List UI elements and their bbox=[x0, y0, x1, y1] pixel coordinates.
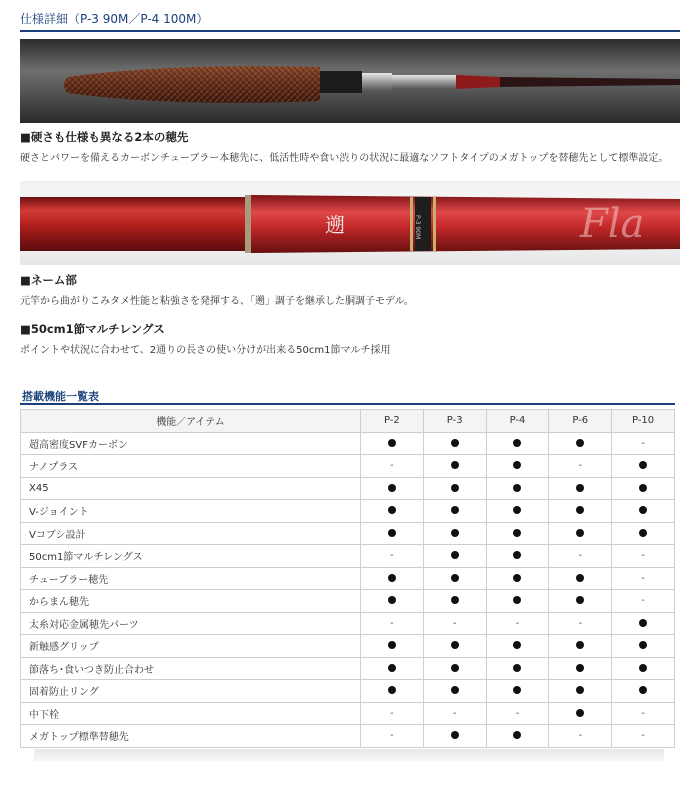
availability-cell bbox=[549, 702, 612, 725]
availability-cell bbox=[486, 567, 549, 590]
availability-cell bbox=[549, 590, 612, 613]
feature-heading-tips: ■硬さも仕様も異なる2本の穂先 bbox=[20, 130, 189, 144]
available-dot-icon bbox=[639, 641, 647, 649]
rod-handle-photo bbox=[20, 39, 680, 123]
table-row bbox=[21, 725, 675, 748]
column-header: P-10 bbox=[612, 410, 675, 433]
available-dot-icon bbox=[639, 506, 647, 514]
available-dot-icon bbox=[388, 664, 396, 672]
column-header: P-6 bbox=[549, 410, 612, 433]
availability-cell bbox=[486, 590, 549, 613]
availability-cell bbox=[486, 522, 549, 545]
not-available-mark: - bbox=[452, 617, 457, 629]
table-body bbox=[21, 432, 675, 747]
available-dot-icon bbox=[451, 551, 459, 559]
availability-cell bbox=[486, 680, 549, 703]
available-dot-icon bbox=[388, 506, 396, 514]
availability-cell bbox=[486, 635, 549, 658]
feature-name-cell: 固着防止リング bbox=[21, 680, 361, 703]
feature-heading-multi: ■50cm1節マルチレングス bbox=[20, 322, 165, 336]
not-available-mark: - bbox=[515, 617, 520, 629]
availability-cell bbox=[361, 680, 424, 703]
availability-cell bbox=[423, 635, 486, 658]
available-dot-icon bbox=[513, 731, 521, 739]
feature-text-name: 元竿から曲がりこみタメ性能と粘強さを発揮する、「遡」調子を継承した胴調子モデル。 bbox=[20, 296, 414, 307]
not-available-mark: - bbox=[390, 707, 394, 719]
availability-cell bbox=[486, 545, 549, 568]
not-available-mark: - bbox=[452, 707, 457, 719]
table-row bbox=[21, 567, 675, 590]
column-header: 機能／アイテム bbox=[21, 410, 361, 433]
availability-cell bbox=[549, 500, 612, 523]
available-dot-icon bbox=[513, 596, 521, 604]
available-dot-icon bbox=[388, 439, 396, 447]
available-dot-icon bbox=[513, 484, 521, 492]
availability-cell bbox=[486, 702, 549, 725]
available-dot-icon bbox=[576, 641, 584, 649]
not-available-mark: - bbox=[641, 707, 645, 719]
availability-cell bbox=[549, 477, 612, 500]
availability-cell bbox=[612, 590, 675, 613]
not-available-mark: - bbox=[578, 730, 583, 742]
availability-cell bbox=[549, 545, 612, 568]
not-available-mark: - bbox=[390, 730, 394, 742]
availability-cell bbox=[361, 545, 424, 568]
section-title-rule bbox=[20, 30, 680, 32]
availability-cell bbox=[361, 567, 424, 590]
available-dot-icon bbox=[388, 484, 396, 492]
availability-cell bbox=[361, 612, 424, 635]
not-available-mark: - bbox=[578, 550, 583, 562]
available-dot-icon bbox=[388, 596, 396, 604]
availability-cell bbox=[549, 522, 612, 545]
availability-cell bbox=[423, 680, 486, 703]
availability-cell bbox=[549, 612, 612, 635]
availability-cell bbox=[361, 500, 424, 523]
not-available-mark: - bbox=[578, 617, 583, 629]
column-header: P-3 bbox=[423, 410, 486, 433]
availability-cell bbox=[486, 500, 549, 523]
available-dot-icon bbox=[513, 574, 521, 582]
feature-name-cell: V-ジョイント bbox=[21, 500, 361, 523]
available-dot-icon bbox=[388, 686, 396, 694]
available-dot-icon bbox=[451, 484, 459, 492]
available-dot-icon bbox=[513, 506, 521, 514]
not-available-mark: - bbox=[515, 707, 520, 719]
feature-name-cell: 中下栓 bbox=[21, 702, 361, 725]
section-title: 仕様詳細（P-3 90M／P-4 100M） bbox=[20, 12, 209, 26]
not-available-mark: - bbox=[390, 617, 394, 629]
availability-cell bbox=[423, 657, 486, 680]
availability-cell bbox=[612, 522, 675, 545]
available-dot-icon bbox=[576, 439, 584, 447]
table-row bbox=[21, 657, 675, 680]
feature-name-cell: 新触感グリップ bbox=[21, 635, 361, 658]
availability-cell bbox=[423, 590, 486, 613]
feature-name-cell: 超高密度SVFカーボン bbox=[21, 432, 361, 455]
available-dot-icon bbox=[639, 686, 647, 694]
feature-name-cell: X45 bbox=[21, 477, 361, 500]
available-dot-icon bbox=[639, 484, 647, 492]
table-row bbox=[21, 477, 675, 500]
available-dot-icon bbox=[576, 529, 584, 537]
availability-cell bbox=[423, 455, 486, 478]
availability-cell bbox=[423, 567, 486, 590]
available-dot-icon bbox=[388, 641, 396, 649]
table-row bbox=[21, 635, 675, 658]
availability-cell bbox=[423, 432, 486, 455]
rod-handle-illustration bbox=[20, 39, 680, 123]
availability-cell bbox=[423, 545, 486, 568]
not-available-mark: - bbox=[578, 460, 583, 472]
availability-cell bbox=[549, 455, 612, 478]
available-dot-icon bbox=[451, 596, 459, 604]
rod-name-photo bbox=[20, 181, 680, 265]
column-header: P-2 bbox=[361, 410, 424, 433]
availability-cell bbox=[612, 500, 675, 523]
feature-name-cell: 50cm1節マルチレングス bbox=[21, 545, 361, 568]
available-dot-icon bbox=[576, 664, 584, 672]
available-dot-icon bbox=[451, 439, 459, 447]
table-header-row bbox=[21, 410, 675, 433]
availability-cell bbox=[549, 657, 612, 680]
available-dot-icon bbox=[576, 484, 584, 492]
available-dot-icon bbox=[513, 551, 521, 559]
table-title-rule bbox=[20, 403, 675, 405]
available-dot-icon bbox=[513, 439, 521, 447]
available-dot-icon bbox=[451, 529, 459, 537]
availability-cell bbox=[361, 590, 424, 613]
availability-cell bbox=[423, 477, 486, 500]
feature-name-cell: メガトップ標準替穂先 bbox=[21, 725, 361, 748]
table-row bbox=[21, 590, 675, 613]
table-row bbox=[21, 500, 675, 523]
table-row bbox=[21, 455, 675, 478]
availability-cell bbox=[486, 612, 549, 635]
table-row bbox=[21, 612, 675, 635]
available-dot-icon bbox=[451, 574, 459, 582]
availability-cell bbox=[549, 635, 612, 658]
availability-cell bbox=[549, 680, 612, 703]
availability-cell bbox=[486, 455, 549, 478]
availability-cell bbox=[486, 725, 549, 748]
available-dot-icon bbox=[513, 686, 521, 694]
table-title: 搭載機能一覧表 bbox=[22, 390, 99, 403]
table-row bbox=[21, 680, 675, 703]
feature-name-cell: Vコブシ設計 bbox=[21, 522, 361, 545]
availability-cell bbox=[612, 635, 675, 658]
table-row bbox=[21, 432, 675, 455]
available-dot-icon bbox=[576, 709, 584, 717]
not-available-mark: - bbox=[641, 550, 645, 562]
available-dot-icon bbox=[639, 461, 647, 469]
feature-text-multi: ポイントや状況に合わせて、2通りの長さの使い分けが出来る50cm1節マルチ採用 bbox=[20, 345, 391, 356]
availability-cell bbox=[423, 702, 486, 725]
feature-text-tips: 硬さとパワーを備えるカーボンチューブラー本穂先に、低活性時や食い渋りの状況に最適なソフトタイプのメガトップを替穂先として標準設定。 bbox=[20, 153, 669, 164]
availability-cell bbox=[361, 702, 424, 725]
availability-cell bbox=[612, 477, 675, 500]
availability-cell bbox=[486, 432, 549, 455]
available-dot-icon bbox=[451, 461, 459, 469]
feature-heading-name: ■ネーム部 bbox=[20, 273, 77, 287]
rod-model-label: P-3 90M bbox=[414, 215, 421, 240]
availability-cell bbox=[361, 455, 424, 478]
availability-cell bbox=[612, 725, 675, 748]
feature-name-cell: 太糸対応金属穂先パーツ bbox=[21, 612, 361, 635]
available-dot-icon bbox=[451, 641, 459, 649]
availability-cell bbox=[612, 545, 675, 568]
available-dot-icon bbox=[451, 506, 459, 514]
not-available-mark: - bbox=[641, 437, 645, 449]
availability-cell bbox=[423, 500, 486, 523]
availability-cell bbox=[486, 477, 549, 500]
availability-cell bbox=[361, 725, 424, 748]
table-shadow bbox=[34, 749, 664, 761]
availability-cell bbox=[612, 680, 675, 703]
not-available-mark: - bbox=[641, 595, 645, 607]
availability-cell bbox=[612, 455, 675, 478]
available-dot-icon bbox=[451, 731, 459, 739]
available-dot-icon bbox=[576, 596, 584, 604]
availability-cell bbox=[361, 522, 424, 545]
availability-cell bbox=[612, 432, 675, 455]
features-table bbox=[20, 409, 675, 748]
available-dot-icon bbox=[576, 574, 584, 582]
feature-name-cell: からまん穂先 bbox=[21, 590, 361, 613]
available-dot-icon bbox=[388, 574, 396, 582]
availability-cell bbox=[549, 567, 612, 590]
availability-cell bbox=[612, 612, 675, 635]
feature-name-cell: ナノプラス bbox=[21, 455, 361, 478]
availability-cell bbox=[549, 432, 612, 455]
available-dot-icon bbox=[451, 686, 459, 694]
availability-cell bbox=[423, 725, 486, 748]
available-dot-icon bbox=[639, 529, 647, 537]
column-header: P-4 bbox=[486, 410, 549, 433]
table-row bbox=[21, 545, 675, 568]
feature-name-cell: 節落ち･食いつき防止合わせ bbox=[21, 657, 361, 680]
availability-cell bbox=[361, 657, 424, 680]
availability-cell bbox=[549, 725, 612, 748]
availability-cell bbox=[361, 432, 424, 455]
not-available-mark: - bbox=[641, 730, 645, 742]
table-row bbox=[21, 702, 675, 725]
rod-brand-text: Fla bbox=[580, 201, 645, 247]
feature-name-cell: チューブラー穂先 bbox=[21, 567, 361, 590]
table-row bbox=[21, 522, 675, 545]
availability-cell bbox=[361, 635, 424, 658]
availability-cell bbox=[423, 522, 486, 545]
available-dot-icon bbox=[451, 664, 459, 672]
available-dot-icon bbox=[513, 529, 521, 537]
rod-kanji-mark: 遡 bbox=[325, 213, 345, 237]
available-dot-icon bbox=[576, 506, 584, 514]
availability-cell bbox=[612, 657, 675, 680]
available-dot-icon bbox=[576, 686, 584, 694]
available-dot-icon bbox=[513, 461, 521, 469]
not-available-mark: - bbox=[390, 460, 394, 472]
availability-cell bbox=[612, 702, 675, 725]
available-dot-icon bbox=[513, 664, 521, 672]
not-available-mark: - bbox=[390, 550, 394, 562]
available-dot-icon bbox=[639, 619, 647, 627]
available-dot-icon bbox=[513, 641, 521, 649]
availability-cell bbox=[612, 567, 675, 590]
availability-cell bbox=[486, 657, 549, 680]
available-dot-icon bbox=[639, 664, 647, 672]
availability-cell bbox=[361, 477, 424, 500]
not-available-mark: - bbox=[641, 572, 645, 584]
available-dot-icon bbox=[388, 529, 396, 537]
availability-cell bbox=[423, 612, 486, 635]
